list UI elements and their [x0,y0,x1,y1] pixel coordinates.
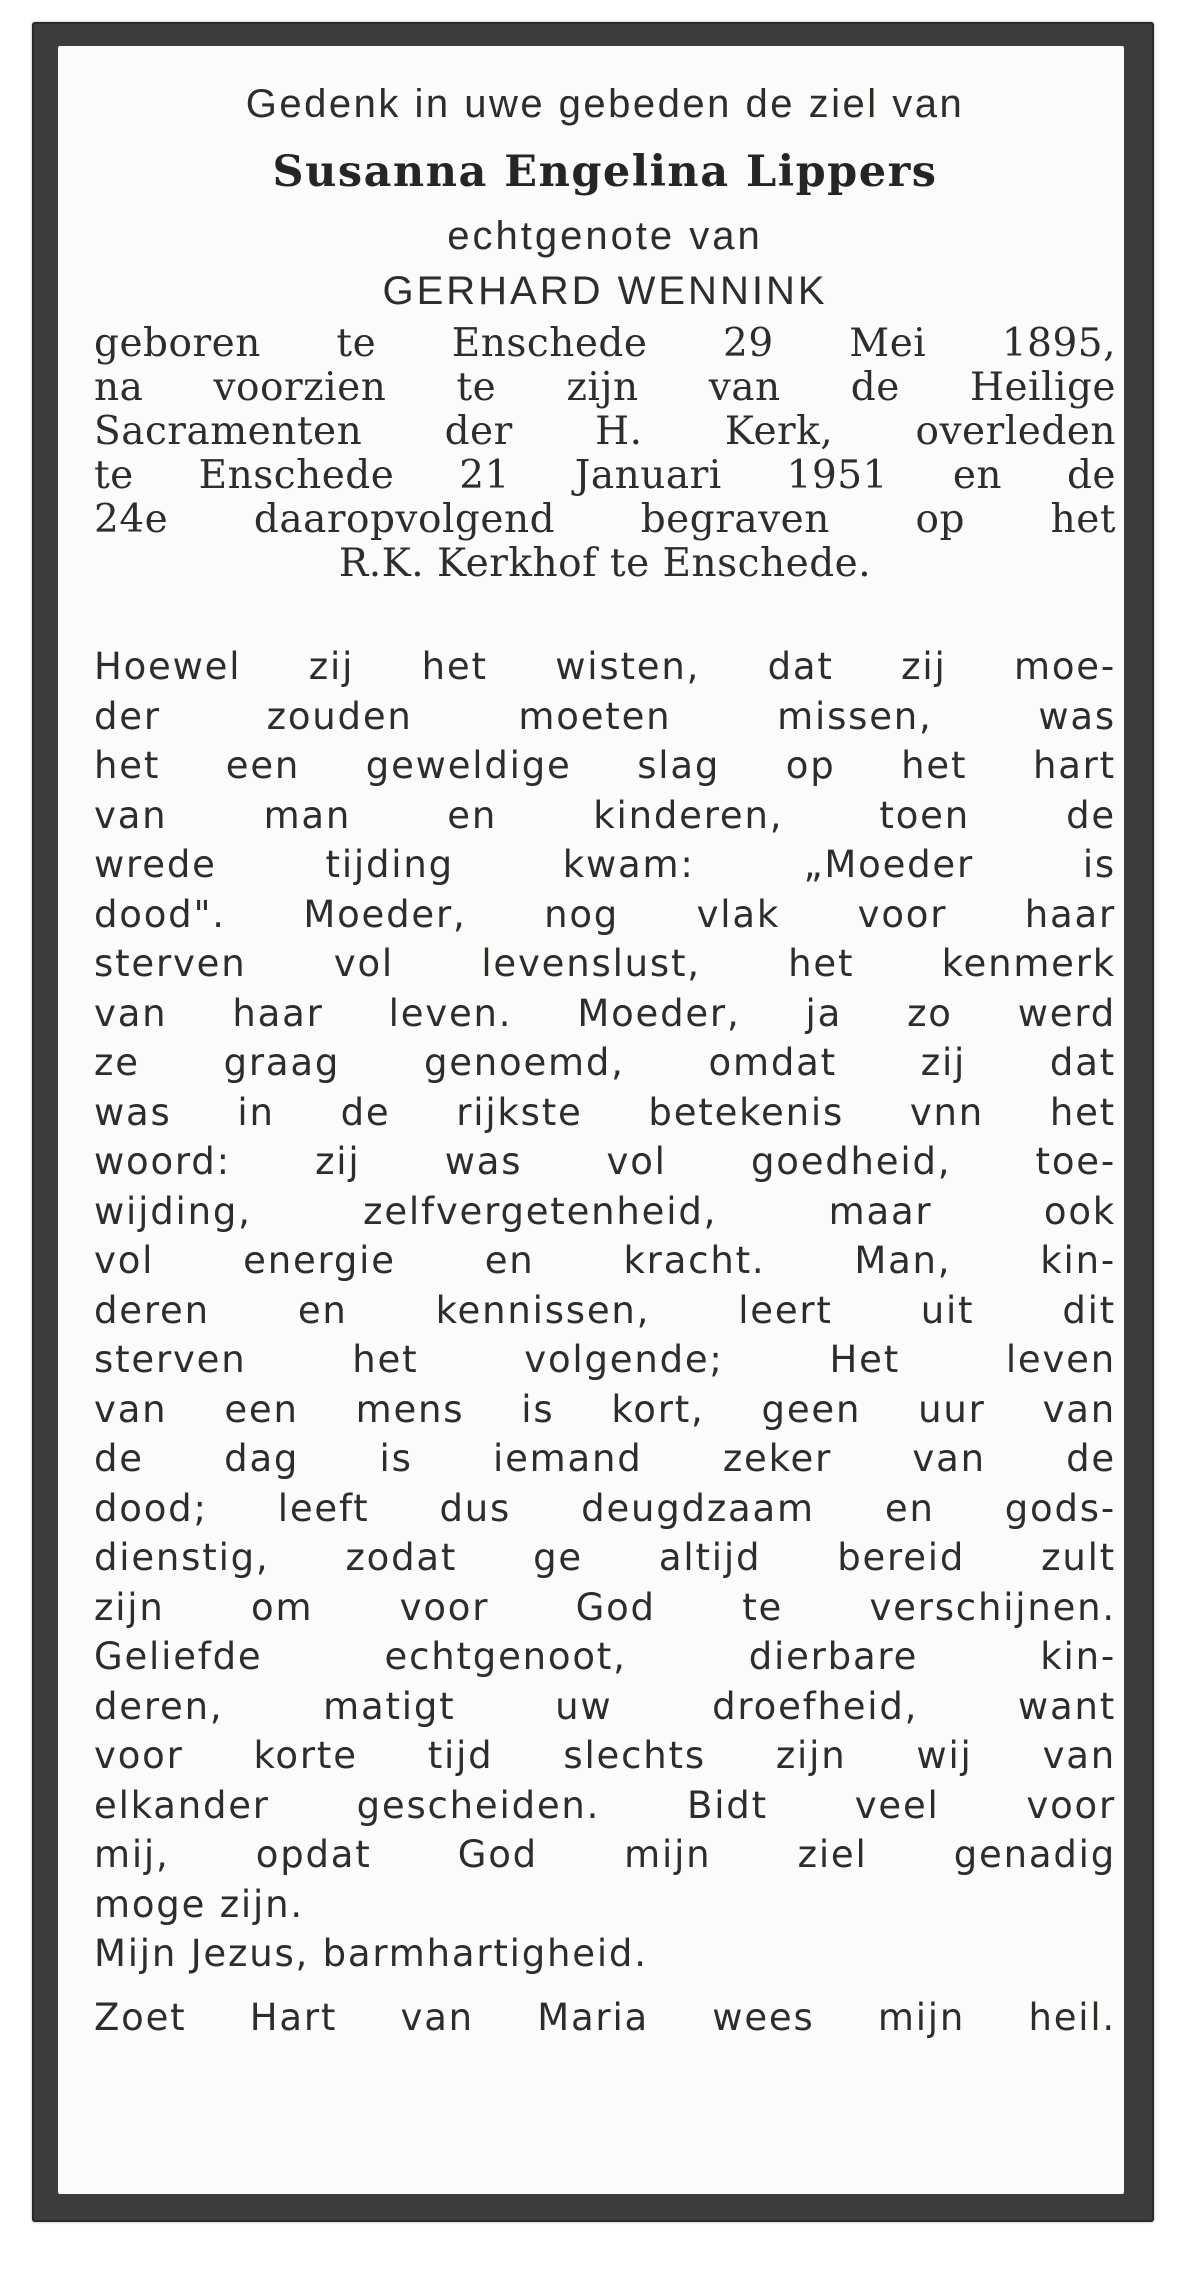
bio-line: R.K. Kerkhof te Enschede. [338,541,872,586]
paragraph-spacer [94,586,1116,642]
deceased-name: Susanna Engelina Lippers [272,147,938,197]
message-line: van man en kinderen, toen de [94,793,1116,837]
message-line: dood". Moeder, nog vlak voor haar [94,892,1116,936]
message-line: was in de rijkste betekenis vnn het [94,1090,1116,1134]
biography-paragraph [94,322,1116,586]
invocation-line: Gedenk in uwe gebeden de ziel van [245,82,965,126]
message-line: wrede tijding kwam: „Moeder is [94,843,1116,886]
message-line: deren en kennissen, leert uit dit [94,1288,1116,1332]
message-line: dienstig, zodat ge altijd bereid zult [94,1536,1116,1579]
message-line: der zouden moeten missen, was [94,694,1116,738]
message-line: voor korte tijd slechts zijn wij van [94,1734,1116,1777]
message-line: Hoewel zij het wisten, dat zij moe- [94,645,1116,688]
bio-line: na voorzien te zijn van de Heilige [94,365,1116,410]
message-line: het een geweldige slag op het hart [94,744,1116,787]
message-line: sterven het volgende; Het leven [94,1338,1116,1381]
message-line: sterven vol levenslust, het kenmerk [94,942,1116,985]
message-line: elkander gescheiden. Bidt veel voor [94,1783,1116,1827]
message-line: van een mens is kort, geen uur van [94,1387,1116,1431]
spouse-name: GERHARD WENNINK [382,269,828,313]
message-line: mij, opdat God mijn ziel genadig [94,1833,1116,1876]
prayer-line: Mijn Jezus, barmhartigheid. [94,1932,648,1975]
message-line: vol energie en kracht. Man, kin- [94,1239,1116,1282]
message-line: wijding, zelfvergetenheid, maar ook [94,1189,1116,1233]
closing-spacer [94,1979,1116,1993]
message-line: moge zijn. [94,1882,304,1926]
bio-line: te Enschede 21 Januari 1951 en de [94,453,1116,498]
bio-line: 24e daaropvolgend begraven op het [94,497,1116,542]
message-line: Geliefde echtgenoot, dierbare kin- [94,1635,1116,1678]
bio-line: geboren te Enschede 29 Mei 1895, [94,321,1116,366]
message-line: woord: zij was vol goedheid, toe- [94,1140,1116,1183]
memorial-message-paragraph [94,642,1116,2042]
prayer-line: Zoet Hart van Maria wees mijn heil. [94,1995,1116,2039]
bio-line: Sacramenten der H. Kerk, overleden [94,409,1116,454]
memorial-card-text [94,76,1116,2042]
message-line: de dag is iemand zeker van de [94,1437,1116,1480]
message-line: van haar leven. Moeder, ja zo werd [94,991,1116,1035]
message-line: ze graag genoemd, omdat zij dat [94,1041,1116,1084]
message-line: zijn om voor God te verschijnen. [94,1585,1116,1629]
message-line: deren, matigt uw droefheid, want [94,1684,1116,1728]
spouse-label: echtgenote van [447,214,763,258]
message-line: dood; leeft dus deugdzaam en gods- [94,1486,1116,1530]
